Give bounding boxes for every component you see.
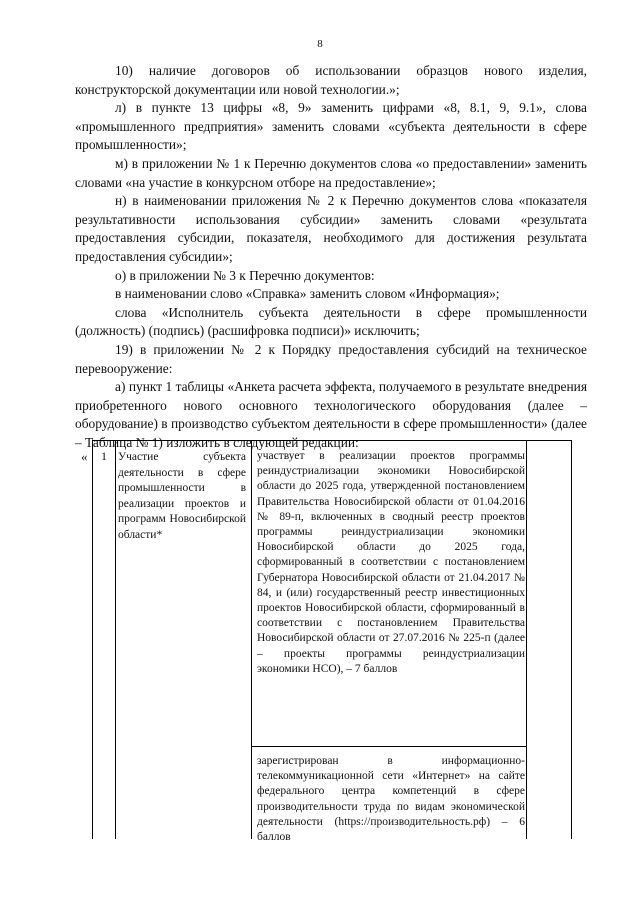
paragraph: о) в приложении № 3 к Перечню документов:	[115, 267, 375, 283]
open-quote: «	[81, 449, 88, 464]
option-cell: участвует в реализации проектов программы реиндустриализации экономики Новосибирской области до 2025 года, утвержденной постановлением Правительства Новосибирской области от 01.04.2016 № 89-п, включенных в сводный реестр проектов программы реиндустриализации экономики Новосибирской области до 2025 года, сформированный в соответствии с постановлением Губернатора Новосибирской области от 21.04.2017 № 84, и (или) государственный реестр инвестиционных проектов Новосибирской области, сформированный в соответствии с постановлением Правительства Новосибирской области от 27.07.2016 № 225-п (далее – проекты программы реиндустриализации экономики НСО), – 7 баллов	[257, 450, 525, 675]
column-divider	[115, 441, 116, 839]
paragraph: а) пункт 1 таблицы «Анкета расчета эффекта, получаемого в результате внедрения приобретенного нового основного технологического оборудования (далее – оборудование) в производство субъектом деятельности в сфере промышленности» (далее – Таблица № 1) изложить в следующей редакции:	[75, 379, 587, 450]
paragraph: м) в приложении № 1 к Перечню документов слова «о предоставлении» заменить словами «на участие в конкурсном отборе на предоставление»;	[75, 155, 587, 190]
option-cell: зарегистрирован в информационно-телекоммуникационной сети «Интернет» на сайте федерального центра компетенций в сфере производительности труда по видам экономической деятельности (https://производительность.рф) – 6 баллов	[257, 755, 525, 844]
row-divider	[251, 746, 526, 747]
column-divider	[251, 441, 252, 839]
page-number: 8	[317, 38, 323, 50]
paragraph: 10) наличие договоров об использовании образцов нового изделия, конструкторской документации или новой технологии.»;	[75, 63, 587, 97]
paragraph: л) в пункте 13 цифры «8, 9» заменить цифрами «8, 8.1, 9, 9.1», слова «промышленного предприятия» заменить словами «субъекта деятельности в сфере промышленности»;	[75, 100, 587, 153]
criteria-table	[92, 440, 572, 844]
column-divider	[526, 441, 527, 839]
paragraph: 19) в приложении № 2 к Порядку предоставления субсидий на техническое перевооружение:	[75, 341, 587, 376]
body-text	[75, 62, 587, 452]
paragraph: слова «Исполнитель субъекта деятельности в сфере промышленности (должность) (подпись) (расшифровка подписи)» исключить;	[75, 304, 587, 339]
criterion-cell: Участие субъекта деятельности в сфере промышленности в реализации проектов и программ Новосибирской области*	[118, 451, 246, 541]
row-number-cell: 1	[101, 451, 107, 463]
paragraph: н) в наименовании приложения № 2 к Перечню документов слова «показателя результативности использования субсидии» заменить словами «результата предоставления субсидии, показателя, необходимого для достижения результата предоставления субсидии»;	[75, 193, 587, 264]
paragraph: в наименовании слово «Справка» заменить словом «Информация»;	[115, 286, 500, 302]
